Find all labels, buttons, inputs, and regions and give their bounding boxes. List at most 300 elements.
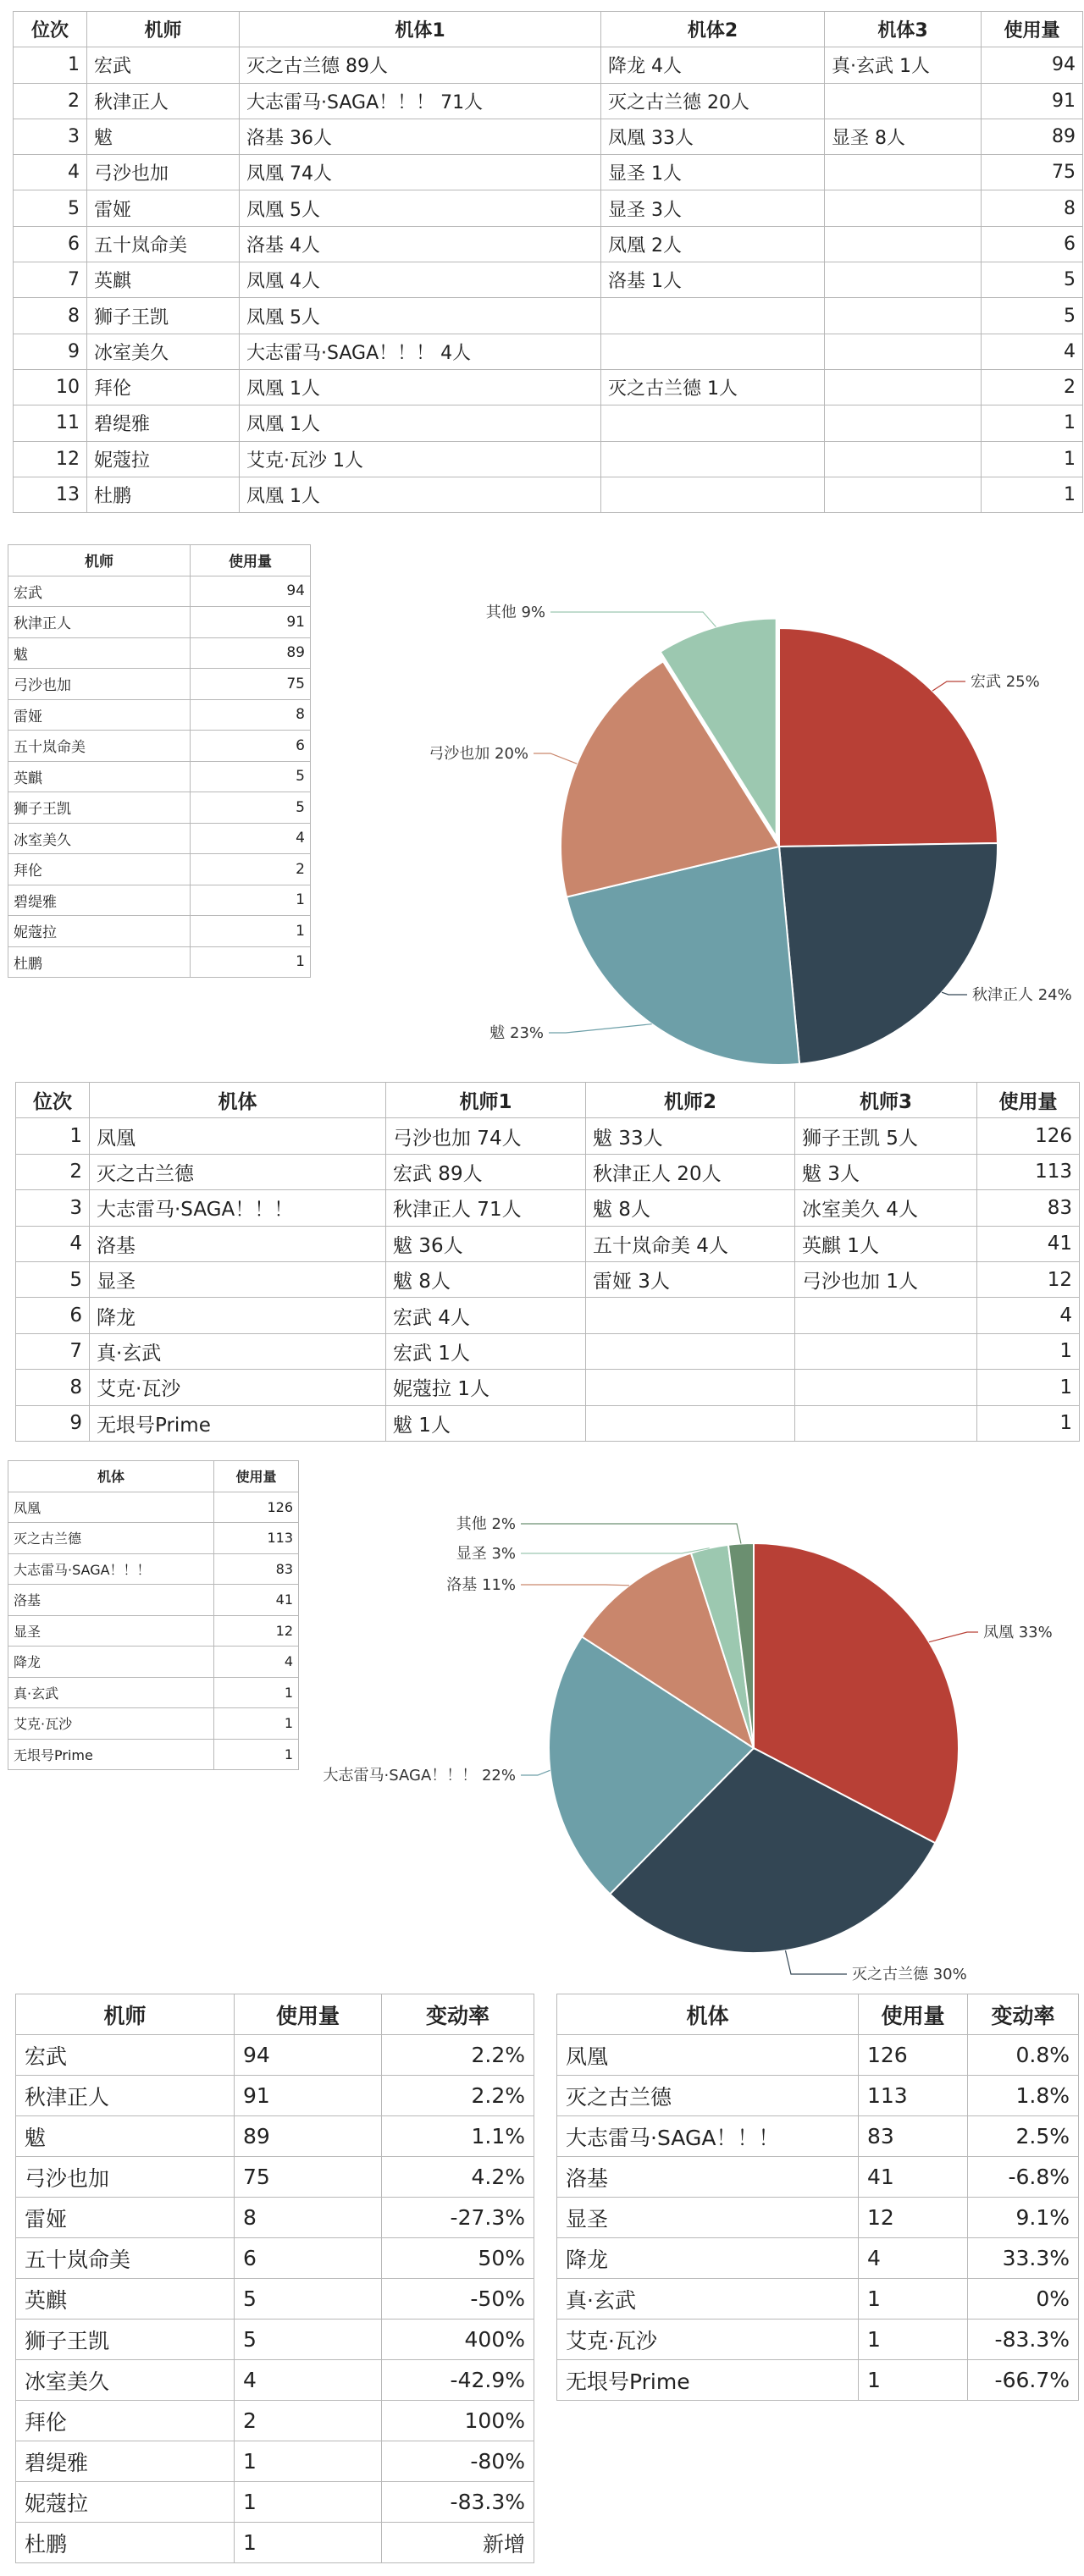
pilot-cell: 五十岚命美 xyxy=(87,226,240,262)
mech-1-cell: 灭之古兰德 89人 xyxy=(240,47,601,83)
rank-cell: 8 xyxy=(16,1370,90,1405)
pilot-3-cell: 狮子王凯 5人 xyxy=(795,1118,977,1154)
rank-cell: 11 xyxy=(14,405,87,441)
rank-cell: 12 xyxy=(14,441,87,477)
table-row xyxy=(16,2401,534,2441)
mech-3-cell xyxy=(825,405,982,441)
mech-cell: 灭之古兰德 xyxy=(8,1523,214,1554)
table-row xyxy=(16,2320,534,2360)
usage-cell: 89 xyxy=(191,637,311,669)
header-cell: 变动率 xyxy=(382,1994,534,2035)
slice-label: 洛基 11% xyxy=(446,1576,516,1594)
header-cell: 使用量 xyxy=(235,1994,382,2035)
mech-1-cell: 洛基 4人 xyxy=(240,226,601,262)
usage-cell: 1 xyxy=(214,1708,299,1740)
header-cell: 机师 xyxy=(87,12,240,47)
slice-leader-line xyxy=(785,1950,847,1974)
table-row xyxy=(16,1154,1080,1189)
usage-cell: 4 xyxy=(982,334,1083,369)
table-row xyxy=(16,2076,534,2116)
change-rate-cell: 新增 xyxy=(382,2523,534,2563)
change-rate-cell: 1.1% xyxy=(382,2116,534,2157)
pilot-cell: 狮子王凯 xyxy=(87,298,240,334)
usage-cell: 1 xyxy=(235,2441,382,2482)
mech-2-cell xyxy=(601,441,825,477)
pilot-1-cell: 秋津正人 71人 xyxy=(386,1190,586,1226)
usage-cell: 1 xyxy=(214,1739,299,1770)
pilot-cell: 秋津正人 xyxy=(16,2076,235,2116)
table-row xyxy=(16,1370,1080,1405)
mech-cell: 真·玄武 xyxy=(8,1677,214,1708)
table-row xyxy=(8,761,311,792)
table-row xyxy=(557,2360,1079,2401)
usage-cell: 4 xyxy=(235,2360,382,2401)
table-row xyxy=(14,155,1083,190)
table-row xyxy=(16,1298,1080,1333)
usage-cell: 1 xyxy=(859,2279,968,2320)
slice-leader-line xyxy=(521,1770,550,1775)
change-rate-cell: -83.3% xyxy=(968,2320,1079,2360)
pilot-cell: 魃 xyxy=(8,637,191,669)
header-cell: 使用量 xyxy=(977,1083,1080,1118)
table-row xyxy=(14,405,1083,441)
slice-leader-line xyxy=(550,612,716,627)
mech-2-cell: 灭之古兰德 1人 xyxy=(601,369,825,405)
usage-cell: 6 xyxy=(235,2238,382,2279)
table-row xyxy=(557,2035,1079,2076)
usage-cell: 91 xyxy=(191,607,311,638)
slice-leader-line xyxy=(942,992,967,995)
pilot-cell: 杜鹏 xyxy=(16,2523,235,2563)
pilot-cell: 弓沙也加 xyxy=(8,669,191,700)
pilot-cell: 五十岚命美 xyxy=(16,2238,235,2279)
usage-cell: 4 xyxy=(977,1298,1080,1333)
mech-usage-table xyxy=(8,1460,299,1770)
mech-cell: 降龙 xyxy=(557,2238,859,2279)
usage-cell: 5 xyxy=(982,298,1083,334)
mech-3-cell xyxy=(825,334,982,369)
usage-cell: 91 xyxy=(982,83,1083,119)
usage-cell: 91 xyxy=(235,2076,382,2116)
slice-label: 秋津正人 24% xyxy=(972,986,1072,1004)
mech-1-cell: 艾克·瓦沙 1人 xyxy=(240,441,601,477)
header-cell: 变动率 xyxy=(968,1994,1079,2035)
mech-3-cell: 真·玄武 1人 xyxy=(825,47,982,83)
pilot-cell: 弓沙也加 xyxy=(87,155,240,190)
pilot-1-cell: 魃 8人 xyxy=(386,1261,586,1297)
table-row xyxy=(557,2076,1079,2116)
pilot-2-cell: 魃 8人 xyxy=(586,1190,795,1226)
pilot-cell: 秋津正人 xyxy=(8,607,191,638)
usage-cell: 1 xyxy=(191,946,311,978)
pilot-cell: 狮子王凯 xyxy=(8,792,191,824)
rank-cell: 13 xyxy=(14,477,87,512)
usage-cell: 6 xyxy=(191,731,311,762)
header-cell: 机体 xyxy=(557,1994,859,2035)
header-cell: 机体 xyxy=(90,1083,386,1118)
mech-2-cell: 降龙 4人 xyxy=(601,47,825,83)
mech-3-cell: 显圣 8人 xyxy=(825,119,982,154)
mech-cell: 真·玄武 xyxy=(90,1333,386,1369)
usage-cell: 2 xyxy=(191,854,311,885)
usage-cell: 126 xyxy=(214,1492,299,1523)
mech-3-cell xyxy=(825,83,982,119)
usage-cell: 12 xyxy=(859,2198,968,2238)
change-rate-cell: 400% xyxy=(382,2320,534,2360)
pilot-cell: 冰室美久 xyxy=(87,334,240,369)
usage-cell: 113 xyxy=(214,1523,299,1554)
change-rate-cell: 4.2% xyxy=(382,2157,534,2198)
pilot-3-cell xyxy=(795,1298,977,1333)
pilot-cell: 妮蔻拉 xyxy=(16,2482,235,2523)
mech-1-cell: 凤凰 5人 xyxy=(240,190,601,226)
pilot-cell: 妮蔻拉 xyxy=(87,441,240,477)
pilot-cell: 杜鹏 xyxy=(8,946,191,978)
usage-cell: 5 xyxy=(191,761,311,792)
usage-cell: 5 xyxy=(191,792,311,824)
table-row xyxy=(557,2238,1079,2279)
pilot-cell: 妮蔻拉 xyxy=(8,916,191,947)
mech-1-cell: 凤凰 4人 xyxy=(240,262,601,298)
mech-cell: 艾克·瓦沙 xyxy=(90,1370,386,1405)
change-rate-cell: 0% xyxy=(968,2279,1079,2320)
mech-cell: 无垠号Prime xyxy=(90,1405,386,1441)
mech-cell: 真·玄武 xyxy=(557,2279,859,2320)
usage-cell: 1 xyxy=(235,2523,382,2563)
change-rate-cell: 2.2% xyxy=(382,2035,534,2076)
mech-3-cell xyxy=(825,441,982,477)
rank-cell: 1 xyxy=(16,1118,90,1154)
usage-cell: 1 xyxy=(977,1405,1080,1441)
pilot-cell: 碧缇雅 xyxy=(8,885,191,916)
slice-leader-line xyxy=(521,1585,629,1586)
usage-cell: 83 xyxy=(977,1190,1080,1226)
header-cell: 使用量 xyxy=(859,1994,968,2035)
usage-cell: 5 xyxy=(982,262,1083,298)
mech-3-cell xyxy=(825,369,982,405)
table-row xyxy=(8,1523,299,1554)
slice-leader-line xyxy=(929,1632,978,1642)
pilot-cell: 拜伦 xyxy=(8,854,191,885)
mech-2-cell xyxy=(601,298,825,334)
pilot-cell: 英麒 xyxy=(8,761,191,792)
usage-cell: 83 xyxy=(214,1553,299,1585)
pilot-1-cell: 魃 1人 xyxy=(386,1405,586,1441)
table-row xyxy=(8,669,311,700)
table-row xyxy=(14,262,1083,298)
pilot-cell: 英麒 xyxy=(16,2279,235,2320)
pie-slice xyxy=(779,628,998,847)
table-row xyxy=(8,885,311,916)
mech-2-cell: 显圣 3人 xyxy=(601,190,825,226)
rank-cell: 4 xyxy=(14,155,87,190)
usage-cell: 4 xyxy=(859,2238,968,2279)
pilot-cell: 拜伦 xyxy=(87,369,240,405)
table-row xyxy=(557,2198,1079,2238)
usage-cell: 2 xyxy=(982,369,1083,405)
header-cell: 机体1 xyxy=(240,12,601,47)
table-row xyxy=(16,2360,534,2401)
mech-cell: 灭之古兰德 xyxy=(557,2076,859,2116)
slice-label: 灭之古兰德 30% xyxy=(852,1966,967,1983)
rank-cell: 3 xyxy=(14,119,87,154)
change-rate-cell: -80% xyxy=(382,2441,534,2482)
table-row xyxy=(8,916,311,947)
mech-share-pie-chart xyxy=(305,1490,1084,1989)
mech-change-table xyxy=(556,1994,1079,2401)
pilot-3-cell xyxy=(795,1333,977,1369)
pilot-3-cell xyxy=(795,1370,977,1405)
usage-cell: 8 xyxy=(982,190,1083,226)
pilot-1-cell: 弓沙也加 74人 xyxy=(386,1118,586,1154)
table-row xyxy=(8,1677,299,1708)
pilot-cell: 宏武 xyxy=(16,2035,235,2076)
usage-cell: 1 xyxy=(859,2360,968,2401)
header-cell: 位次 xyxy=(16,1083,90,1118)
pilot-cell: 杜鹏 xyxy=(87,477,240,512)
rank-cell: 5 xyxy=(16,1261,90,1297)
mech-1-cell: 凤凰 1人 xyxy=(240,405,601,441)
pilot-share-pie-chart xyxy=(429,584,1084,1084)
pilot-cell: 狮子王凯 xyxy=(16,2320,235,2360)
usage-cell: 1 xyxy=(191,885,311,916)
table-row xyxy=(557,2320,1079,2360)
usage-cell: 94 xyxy=(982,47,1083,83)
table-row xyxy=(14,190,1083,226)
usage-cell: 113 xyxy=(859,2076,968,2116)
table-row xyxy=(16,2441,534,2482)
change-rate-cell: 2.5% xyxy=(968,2116,1079,2157)
table-row xyxy=(8,1647,299,1678)
rank-cell: 8 xyxy=(14,298,87,334)
usage-cell: 41 xyxy=(977,1226,1080,1261)
slice-label: 大志雷马·SAGA！！！ 22% xyxy=(323,1767,516,1784)
header-cell: 机体3 xyxy=(825,12,982,47)
table-row xyxy=(14,477,1083,512)
table-row xyxy=(16,2279,534,2320)
mech-cell: 大志雷马·SAGA！！！ xyxy=(557,2116,859,2157)
table-row xyxy=(14,334,1083,369)
rank-cell: 2 xyxy=(16,1154,90,1189)
rank-cell: 7 xyxy=(16,1333,90,1369)
slice-label: 宏武 25% xyxy=(971,673,1040,691)
mech-cell: 大志雷马·SAGA！！！ xyxy=(90,1190,386,1226)
usage-cell: 1 xyxy=(982,477,1083,512)
slice-label: 魃 23% xyxy=(489,1024,544,1042)
rank-cell: 9 xyxy=(14,334,87,369)
pilot-cell: 宏武 xyxy=(8,576,191,607)
usage-cell: 1 xyxy=(191,916,311,947)
pilot-change-table xyxy=(15,1994,534,2563)
usage-cell: 12 xyxy=(977,1261,1080,1297)
change-rate-cell: 33.3% xyxy=(968,2238,1079,2279)
change-rate-cell: 9.1% xyxy=(968,2198,1079,2238)
table-header-row xyxy=(16,1994,534,2035)
rank-cell: 5 xyxy=(14,190,87,226)
usage-cell: 75 xyxy=(191,669,311,700)
rank-cell: 6 xyxy=(16,1298,90,1333)
header-cell: 位次 xyxy=(14,12,87,47)
mech-2-cell: 凤凰 33人 xyxy=(601,119,825,154)
pilot-3-cell: 冰室美久 4人 xyxy=(795,1190,977,1226)
pilot-2-cell: 五十岚命美 4人 xyxy=(586,1226,795,1261)
pilot-ranking-table xyxy=(13,11,1083,513)
table-header-row xyxy=(557,1994,1079,2035)
mech-cell: 无垠号Prime xyxy=(557,2360,859,2401)
pilot-cell: 冰室美久 xyxy=(16,2360,235,2401)
table-row xyxy=(16,1118,1080,1154)
mech-cell: 无垠号Prime xyxy=(8,1739,214,1770)
table-row xyxy=(14,441,1083,477)
usage-cell: 94 xyxy=(191,576,311,607)
usage-cell: 75 xyxy=(235,2157,382,2198)
table-row xyxy=(16,1261,1080,1297)
mech-1-cell: 凤凰 5人 xyxy=(240,298,601,334)
rank-cell: 4 xyxy=(16,1226,90,1261)
table-row xyxy=(14,298,1083,334)
usage-cell: 5 xyxy=(235,2279,382,2320)
slice-label: 弓沙也加 20% xyxy=(429,745,528,763)
header-cell: 机师1 xyxy=(386,1083,586,1118)
mech-3-cell xyxy=(825,190,982,226)
usage-cell: 1 xyxy=(235,2482,382,2523)
pilot-2-cell xyxy=(586,1298,795,1333)
table-header-row xyxy=(16,1083,1080,1118)
pilot-cell: 碧缇雅 xyxy=(16,2441,235,2482)
table-row xyxy=(8,946,311,978)
table-row xyxy=(16,2523,534,2563)
pilot-cell: 宏武 xyxy=(87,47,240,83)
table-row xyxy=(14,47,1083,83)
header-cell: 机师 xyxy=(8,545,191,576)
table-row xyxy=(8,1492,299,1523)
table-row xyxy=(16,2482,534,2523)
change-rate-cell: -6.8% xyxy=(968,2157,1079,2198)
change-rate-cell: -83.3% xyxy=(382,2482,534,2523)
table-row xyxy=(16,1190,1080,1226)
table-row xyxy=(8,607,311,638)
rank-cell: 3 xyxy=(16,1190,90,1226)
mech-3-cell xyxy=(825,262,982,298)
table-row xyxy=(16,2238,534,2279)
mech-cell: 艾克·瓦沙 xyxy=(557,2320,859,2360)
pilot-2-cell: 秋津正人 20人 xyxy=(586,1154,795,1189)
usage-cell: 4 xyxy=(191,823,311,854)
mech-1-cell: 大志雷马·SAGA！！！ 71人 xyxy=(240,83,601,119)
slice-leader-line xyxy=(549,1024,652,1033)
pilot-cell: 英麒 xyxy=(87,262,240,298)
mech-2-cell xyxy=(601,477,825,512)
pilot-1-cell: 宏武 1人 xyxy=(386,1333,586,1369)
slice-label: 其他 2% xyxy=(456,1515,516,1533)
pilot-3-cell xyxy=(795,1405,977,1441)
pilot-cell: 碧缇雅 xyxy=(87,405,240,441)
mech-3-cell xyxy=(825,298,982,334)
table-row xyxy=(16,2035,534,2076)
mech-cell: 大志雷马·SAGA！！！ xyxy=(8,1553,214,1585)
mech-cell: 洛基 xyxy=(557,2157,859,2198)
usage-cell: 83 xyxy=(859,2116,968,2157)
pilot-2-cell: 魃 33人 xyxy=(586,1118,795,1154)
mech-2-cell: 灭之古兰德 20人 xyxy=(601,83,825,119)
usage-cell: 8 xyxy=(191,699,311,731)
pilot-1-cell: 魃 36人 xyxy=(386,1226,586,1261)
table-row xyxy=(16,1333,1080,1369)
header-cell: 机师2 xyxy=(586,1083,795,1118)
pilot-cell: 拜伦 xyxy=(16,2401,235,2441)
change-rate-cell: -42.9% xyxy=(382,2360,534,2401)
mech-cell: 凤凰 xyxy=(90,1118,386,1154)
slice-leader-line xyxy=(521,1548,710,1553)
usage-cell: 41 xyxy=(214,1585,299,1616)
pilot-1-cell: 宏武 89人 xyxy=(386,1154,586,1189)
table-header-row xyxy=(8,1461,299,1492)
mech-1-cell: 凤凰 1人 xyxy=(240,477,601,512)
usage-cell: 1 xyxy=(859,2320,968,2360)
change-rate-cell: 100% xyxy=(382,2401,534,2441)
change-rate-cell: 0.8% xyxy=(968,2035,1079,2076)
slice-label: 凤凰 33% xyxy=(983,1624,1053,1641)
mech-cell: 显圣 xyxy=(8,1615,214,1647)
table-header-row xyxy=(8,545,311,576)
mech-2-cell xyxy=(601,334,825,369)
change-rate-cell: -66.7% xyxy=(968,2360,1079,2401)
rank-cell: 10 xyxy=(14,369,87,405)
usage-cell: 89 xyxy=(982,119,1083,154)
usage-cell: 5 xyxy=(235,2320,382,2360)
pilot-usage-table xyxy=(8,544,311,978)
usage-cell: 41 xyxy=(859,2157,968,2198)
usage-cell: 89 xyxy=(235,2116,382,2157)
header-cell: 机体2 xyxy=(601,12,825,47)
mech-cell: 显圣 xyxy=(90,1261,386,1297)
pilot-3-cell: 魃 3人 xyxy=(795,1154,977,1189)
table-row xyxy=(557,2116,1079,2157)
table-row xyxy=(8,1615,299,1647)
pilot-cell: 雷娅 xyxy=(16,2198,235,2238)
table-row xyxy=(16,1226,1080,1261)
usage-cell: 126 xyxy=(977,1118,1080,1154)
mech-2-cell: 凤凰 2人 xyxy=(601,226,825,262)
change-rate-cell: 2.2% xyxy=(382,2076,534,2116)
table-row xyxy=(8,637,311,669)
usage-cell: 1 xyxy=(982,405,1083,441)
slice-leader-line xyxy=(521,1524,741,1543)
table-row xyxy=(8,1708,299,1740)
mech-cell: 凤凰 xyxy=(8,1492,214,1523)
usage-cell: 2 xyxy=(235,2401,382,2441)
pilot-cell: 魃 xyxy=(16,2116,235,2157)
usage-cell: 94 xyxy=(235,2035,382,2076)
pilot-cell: 雷娅 xyxy=(87,190,240,226)
rank-cell: 7 xyxy=(14,262,87,298)
mech-2-cell: 显圣 1人 xyxy=(601,155,825,190)
pilot-cell: 冰室美久 xyxy=(8,823,191,854)
header-cell: 使用量 xyxy=(982,12,1083,47)
usage-cell: 113 xyxy=(977,1154,1080,1189)
change-rate-cell: 50% xyxy=(382,2238,534,2279)
mech-cell: 灭之古兰德 xyxy=(90,1154,386,1189)
usage-cell: 6 xyxy=(982,226,1083,262)
mech-cell: 洛基 xyxy=(90,1226,386,1261)
usage-cell: 1 xyxy=(977,1333,1080,1369)
pilot-2-cell xyxy=(586,1405,795,1441)
mech-cell: 降龙 xyxy=(8,1647,214,1678)
rank-cell: 1 xyxy=(14,47,87,83)
pilot-2-cell: 雷娅 3人 xyxy=(586,1261,795,1297)
table-row xyxy=(8,576,311,607)
usage-cell: 4 xyxy=(214,1647,299,1678)
